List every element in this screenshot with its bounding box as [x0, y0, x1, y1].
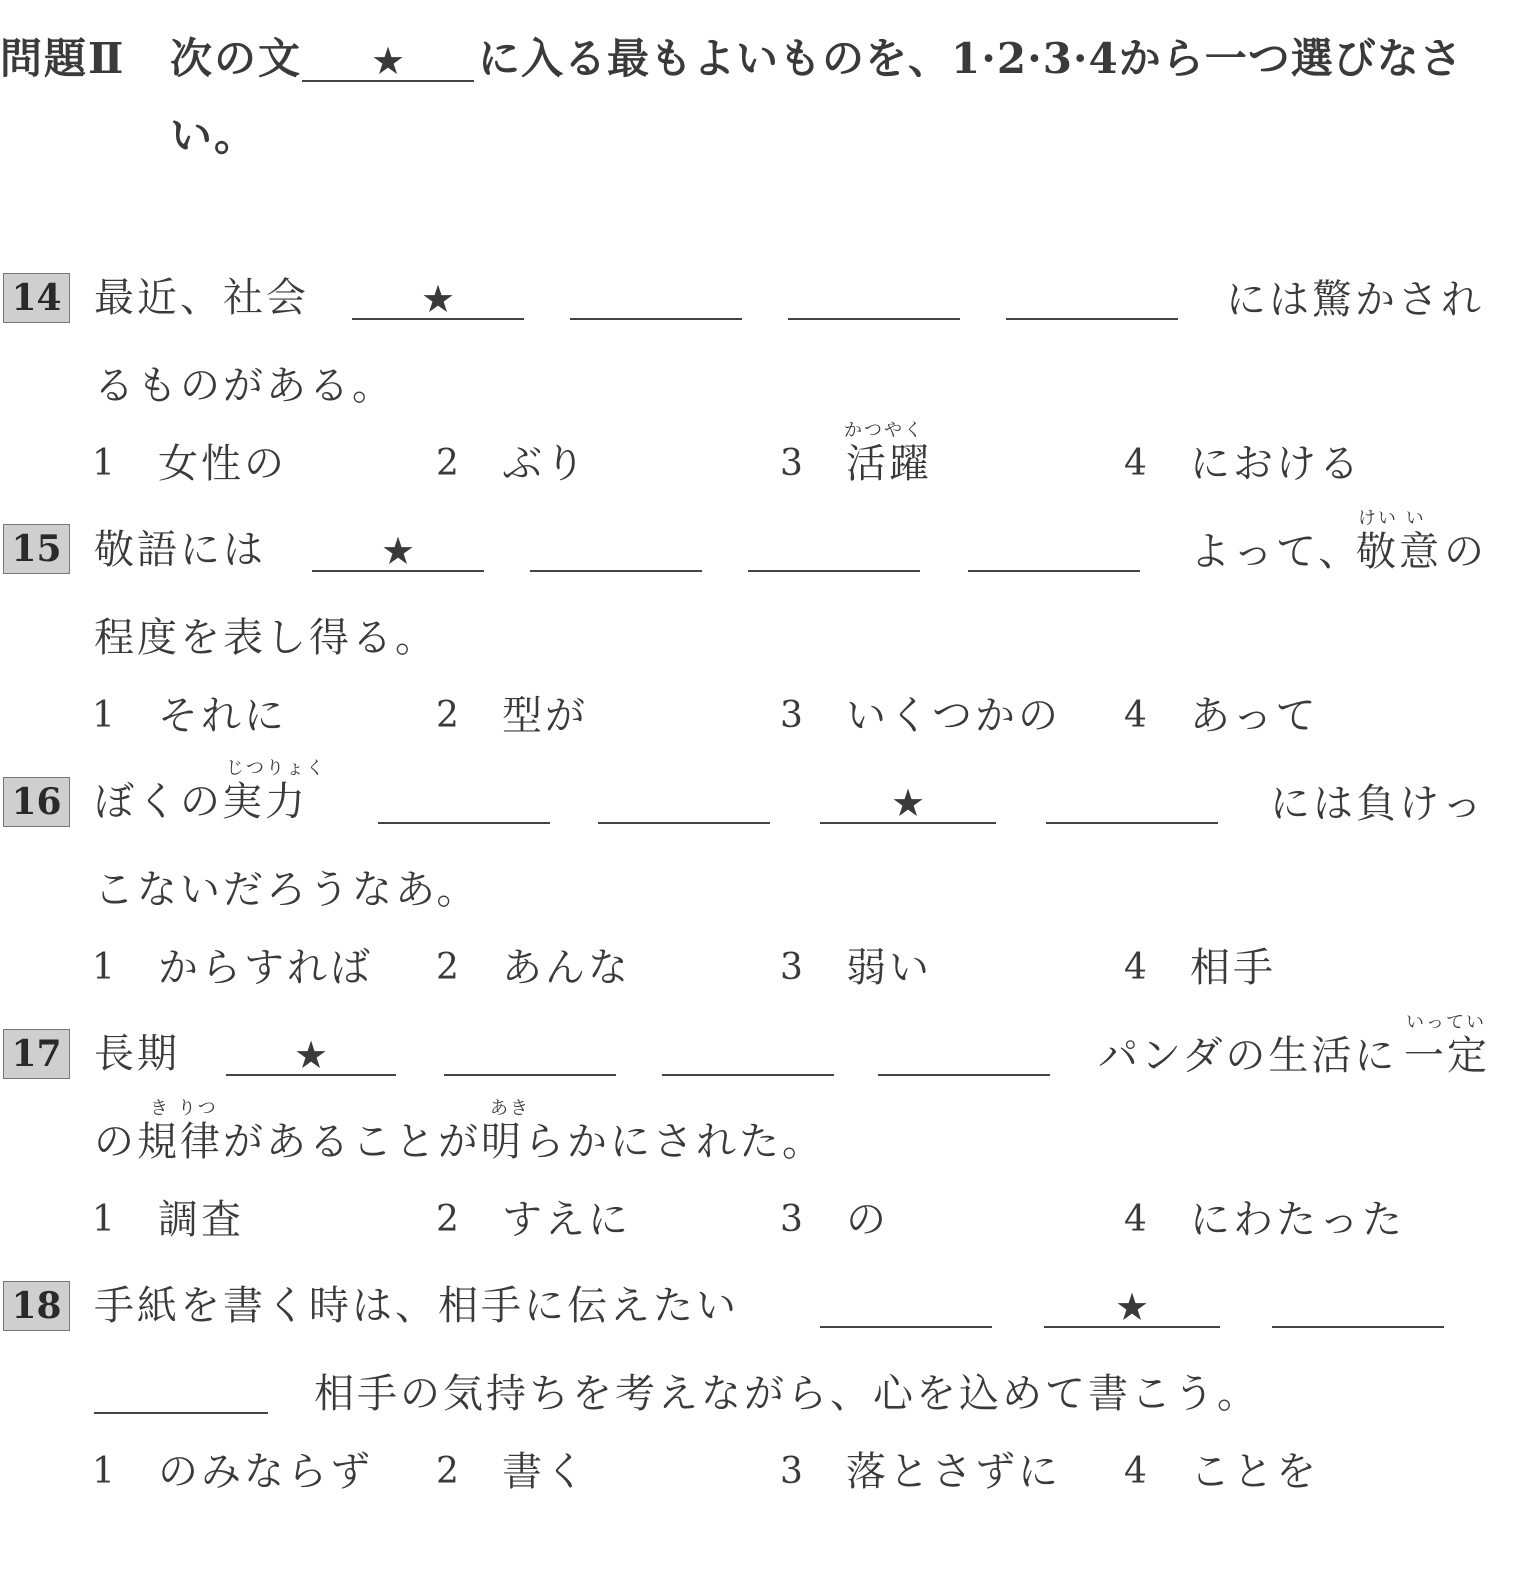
question-number-17: 17 [3, 1029, 70, 1079]
q16-option-3[interactable]: 弱い [846, 945, 932, 991]
q15-star: ★ [380, 529, 416, 573]
q14-star: ★ [420, 277, 456, 321]
question-number-15: 15 [3, 524, 70, 574]
q17-blank-4[interactable] [878, 1074, 1050, 1076]
q15-option-1-number: 1 [92, 695, 115, 736]
q17-blank-2[interactable] [444, 1074, 616, 1076]
q16-sentence-ruby: じつりょく [226, 758, 326, 779]
q15-option-3-number: 3 [780, 695, 803, 736]
q16-sentence-start-a: ぼくの [94, 779, 223, 825]
q17-option-2[interactable]: すえに [502, 1197, 631, 1243]
q16-option-1[interactable]: からすれば [158, 945, 373, 991]
q17-line2-e: らかにされた。 [524, 1119, 825, 1165]
q15-option-2[interactable]: 型が [502, 693, 588, 739]
instruction-text-cont: い。 [170, 111, 259, 160]
q17-option-2-number: 2 [436, 1199, 459, 1240]
q18-option-4-number: 4 [1124, 1451, 1147, 1492]
q16-option-2-number: 2 [436, 947, 459, 988]
q18-option-1[interactable]: のみならず [158, 1449, 373, 1495]
q17-line2-ruby-d: あき [490, 1098, 530, 1119]
q17-line2-d: 明 [481, 1119, 524, 1165]
q16-blank-1[interactable] [378, 822, 550, 824]
q16-option-4[interactable]: 相手 [1190, 945, 1276, 991]
q18-option-2-number: 2 [436, 1451, 459, 1492]
q16-blank-2[interactable] [598, 822, 770, 824]
q15-option-4[interactable]: あって [1190, 693, 1319, 739]
q14-option-2-number: 2 [436, 443, 459, 484]
q15-option-3[interactable]: いくつかの [846, 693, 1061, 739]
q18-blank-4[interactable] [94, 1412, 268, 1414]
instruction-star: ★ [370, 39, 406, 83]
q17-line2-a: の [94, 1119, 137, 1165]
q17-line2-b: 規律 [137, 1119, 223, 1165]
q14-sentence-line2: るものがある。 [94, 363, 395, 409]
q17-option-4[interactable]: にわたった [1190, 1197, 1405, 1243]
q15-sentence-ruby: けい い [1358, 508, 1426, 529]
q15-blank-2[interactable] [530, 570, 702, 572]
q18-blank-1[interactable] [820, 1326, 992, 1328]
q14-option-4[interactable]: における [1190, 441, 1362, 487]
q18-sentence-start: 手紙を書く時は、相手に伝えたい [94, 1283, 739, 1329]
section-label: 問題Ⅱ [0, 34, 126, 83]
q18-option-2[interactable]: 書く [502, 1449, 588, 1495]
q17-option-1[interactable]: 調査 [158, 1197, 244, 1243]
q17-option-4-number: 4 [1124, 1199, 1147, 1240]
question-number-18: 18 [3, 1281, 70, 1331]
q14-option-3[interactable]: 活躍 [846, 441, 932, 487]
q14-blank-2[interactable] [570, 318, 742, 320]
q14-option-1[interactable]: 女性の [158, 441, 287, 487]
q16-option-2[interactable]: あんな [502, 945, 631, 991]
q14-blank-3[interactable] [788, 318, 960, 320]
q18-star: ★ [1114, 1285, 1150, 1329]
q15-sentence-line2: 程度を表し得る。 [94, 615, 438, 661]
q14-sentence-end: には驚かされ [1226, 277, 1484, 323]
q15-option-4-number: 4 [1124, 695, 1147, 736]
q17-sentence-end-a: パンダの生活に [1098, 1033, 1398, 1079]
q14-option-3-ruby: かつやく [844, 420, 924, 441]
q14-option-2[interactable]: ぶり [502, 441, 588, 487]
q14-sentence-start: 最近、社会 [94, 275, 309, 321]
q15-option-2-number: 2 [436, 695, 459, 736]
question-number-14: 14 [3, 273, 70, 323]
q17-line2-ruby-b: き りつ [150, 1098, 218, 1119]
q17-option-1-number: 1 [92, 1199, 115, 1240]
q14-option-4-number: 4 [1124, 443, 1147, 484]
q17-line2-c: があることが [223, 1119, 481, 1165]
q14-option-1-number: 1 [92, 443, 115, 484]
instruction-text-pre: 次の文 [170, 34, 303, 83]
q15-blank-4[interactable] [968, 570, 1140, 572]
q16-sentence-start-b: 実力 [222, 779, 308, 825]
q16-blank-4[interactable] [1046, 822, 1218, 824]
q16-option-3-number: 3 [780, 947, 803, 988]
q18-option-1-number: 1 [92, 1451, 115, 1492]
q18-sentence-line2: 相手の気持ちを考えながら、心を込めて書こう。 [314, 1371, 1260, 1417]
q17-blank-3[interactable] [662, 1074, 834, 1076]
q17-sentence-end-b: 一定 [1404, 1033, 1490, 1079]
q16-option-1-number: 1 [92, 947, 115, 988]
q18-option-3-number: 3 [780, 1451, 803, 1492]
q14-option-3-number: 3 [780, 443, 803, 484]
q16-sentence-line2: こないだろうなあ。 [94, 867, 480, 913]
q15-sentence-end-b: 敬意 [1356, 529, 1442, 575]
q16-star: ★ [890, 781, 926, 825]
q16-option-4-number: 4 [1124, 947, 1147, 988]
q14-blank-4[interactable] [1006, 318, 1178, 320]
q18-blank-3[interactable] [1272, 1326, 1444, 1328]
q15-sentence-end-c: の [1444, 529, 1487, 575]
q15-blank-3[interactable] [748, 570, 920, 572]
question-number-16: 16 [3, 777, 70, 827]
q17-sentence-ruby: いってい [1406, 1012, 1486, 1033]
q17-option-3[interactable]: の [846, 1197, 889, 1243]
q17-option-3-number: 3 [780, 1199, 803, 1240]
q17-star: ★ [293, 1033, 329, 1077]
q16-sentence-end: には負けっ [1270, 781, 1485, 827]
q18-option-3[interactable]: 落とさずに [846, 1449, 1061, 1495]
q17-sentence-start: 長期 [94, 1031, 180, 1077]
q18-option-4[interactable]: ことを [1190, 1449, 1319, 1495]
q15-option-1[interactable]: それに [158, 693, 287, 739]
q15-sentence-end-a: よって、 [1190, 529, 1362, 575]
instruction-text-post: に入る最もよいものを、1·2·3·4から一つ選びなさ [478, 34, 1463, 83]
q15-sentence-start: 敬語には [94, 527, 266, 573]
